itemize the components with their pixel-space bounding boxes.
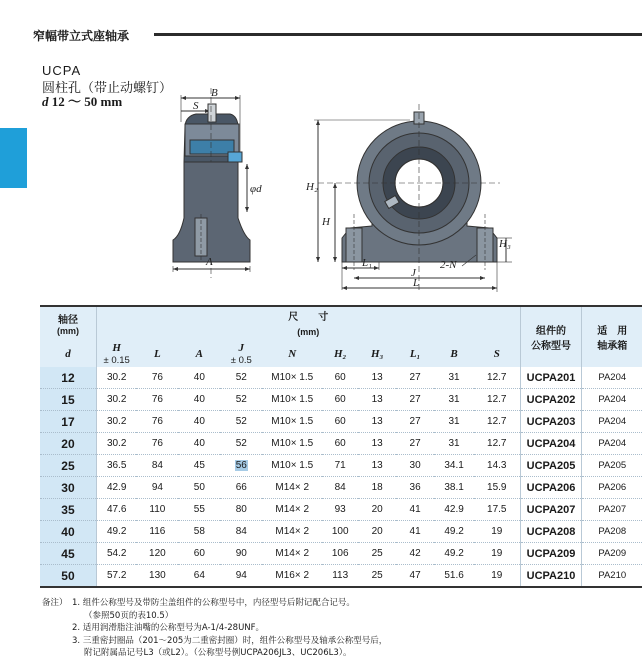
unit-number: UCPA201 (520, 367, 582, 389)
cell-S: 12.7 (474, 367, 520, 389)
cell-J (220, 455, 262, 477)
note-line (42, 647, 387, 660)
cell-A: 40 (178, 433, 220, 455)
cell-H2: 100 (322, 521, 358, 543)
table-row (40, 543, 642, 565)
shaft-diameter: 40 (40, 521, 96, 543)
dims-unit: (mm) (96, 323, 520, 341)
table-row (40, 477, 642, 499)
note-3: 3. 三重密封圈品（201～205为二重密封圈）时，组件公称型号及轴承公称型号后， (72, 635, 388, 646)
cell-H2: 60 (322, 367, 358, 389)
unit-no-header (520, 306, 582, 367)
cell-J: 80 (220, 499, 262, 521)
cell-H3: 18 (358, 477, 396, 499)
notes (42, 597, 387, 660)
unit-number: UCPA210 (520, 565, 582, 588)
cell-B: 49.2 (434, 521, 474, 543)
cell-S: 19 (474, 521, 520, 543)
shaft-header-label: 轴径 (57, 315, 78, 326)
cell-J: 52 (220, 411, 262, 433)
model-code: UCPA (42, 63, 82, 78)
housing-number: PA204 (582, 389, 642, 411)
shaft-diameter: 20 (40, 433, 96, 455)
col-H3: H₃ (370, 348, 384, 360)
cell-H2: 84 (322, 477, 358, 499)
spec-table (40, 305, 642, 588)
cell-H: 47.6 (96, 499, 136, 521)
cell-N: M14× 2 (262, 477, 322, 499)
cell-H3: 20 (358, 521, 396, 543)
cell-H3: 20 (358, 499, 396, 521)
col-N: N (288, 348, 297, 360)
cell-H3: 13 (358, 389, 396, 411)
cell-B: 38.1 (434, 477, 474, 499)
col-L1: L₁ (409, 348, 421, 360)
label-J: J (411, 267, 416, 279)
cell-L1: 30 (396, 455, 434, 477)
cell-L: 76 (136, 411, 178, 433)
table-row (40, 367, 642, 389)
cell-L1: 27 (396, 367, 434, 389)
cell-H2: 106 (322, 543, 358, 565)
cell-H: 30.2 (96, 411, 136, 433)
size-prefix: d (42, 94, 49, 109)
cell-H: 30.2 (96, 433, 136, 455)
unit-number: UCPA207 (520, 499, 582, 521)
cell-S: 12.7 (474, 389, 520, 411)
note-2: 2. 适用润滑脂注油嘴的公称型号为A-1/4-28UNF。 (72, 623, 265, 633)
cell-L: 94 (136, 477, 178, 499)
cell-N: M14× 2 (262, 499, 322, 521)
label-H: H (322, 216, 330, 228)
cell-A: 55 (178, 499, 220, 521)
housing-number: PA204 (582, 433, 642, 455)
tol-H: ± 0.15 (103, 355, 130, 366)
shaft-diameter: 17 (40, 411, 96, 433)
cell-S: 14.3 (474, 455, 520, 477)
cell-J: 52 (220, 389, 262, 411)
cell-H3: 13 (358, 433, 396, 455)
cell-L: 120 (136, 543, 178, 565)
unit-number: UCPA209 (520, 543, 582, 565)
cell-N: M14× 2 (262, 543, 322, 565)
label-H2: H₂ (306, 181, 318, 193)
cell-S: 19 (474, 565, 520, 588)
cell-B: 51.6 (434, 565, 474, 588)
col-H2: H₂ (333, 348, 347, 360)
col-J (220, 341, 262, 367)
label-B: B (211, 87, 218, 99)
unit-number: UCPA205 (520, 455, 582, 477)
cell-H2: 60 (322, 433, 358, 455)
table-row (40, 565, 642, 588)
cell-L: 110 (136, 499, 178, 521)
table-row (40, 455, 642, 477)
cell-L: 76 (136, 367, 178, 389)
dims-header (96, 306, 520, 323)
cell-H3: 25 (358, 543, 396, 565)
housing-number: PA208 (582, 521, 642, 543)
cell-H: 54.2 (96, 543, 136, 565)
cell-H: 36.5 (96, 455, 136, 477)
cell-L: 130 (136, 565, 178, 588)
col-H (96, 341, 136, 367)
cell-H: 57.2 (96, 565, 136, 588)
selected-value: 56 (235, 460, 247, 471)
col-S: S (493, 348, 500, 360)
shaft-header-unit: (mm) (56, 326, 79, 336)
shaft-diameter: 25 (40, 455, 96, 477)
cell-L1: 27 (396, 389, 434, 411)
label-L1: L₁ (362, 257, 372, 269)
label-S: S (193, 100, 199, 112)
cell-L: 116 (136, 521, 178, 543)
tol-J: ± 0.5 (230, 355, 252, 366)
cell-L1: 47 (396, 565, 434, 588)
table-row (40, 389, 642, 411)
housing-header-line1: 适 用 (597, 326, 628, 337)
size-range-value: 12 ～ 50 mm (51, 94, 123, 109)
cell-A: 64 (178, 565, 220, 588)
cell-A: 50 (178, 477, 220, 499)
col-A: A (195, 348, 203, 360)
cell-A: 40 (178, 389, 220, 411)
table-body (40, 367, 642, 587)
shaft-symbol: d (65, 348, 71, 360)
cell-A: 58 (178, 521, 220, 543)
cell-A: 60 (178, 543, 220, 565)
cell-J: 52 (220, 367, 262, 389)
cell-S: 12.7 (474, 411, 520, 433)
shaft-header (40, 306, 96, 341)
col-J-label: J (238, 342, 245, 354)
cell-L1: 27 (396, 411, 434, 433)
cell-B: 31 (434, 389, 474, 411)
cell-L1: 41 (396, 521, 434, 543)
col-H-label: H (112, 342, 121, 354)
unit-no-header-line1: 组件的 (535, 326, 566, 337)
label-H3: H₃ (499, 238, 511, 250)
note-line (42, 597, 387, 610)
cell-J: 66 (220, 477, 262, 499)
cell-H2: 60 (322, 389, 358, 411)
cell-B: 34.1 (434, 455, 474, 477)
cell-B: 31 (434, 411, 474, 433)
note-line (42, 622, 387, 635)
housing-number: PA205 (582, 455, 642, 477)
label-2N: 2-N (440, 259, 457, 271)
unit-number: UCPA206 (520, 477, 582, 499)
cell-B: 42.9 (434, 499, 474, 521)
table-row (40, 499, 642, 521)
unit-number: UCPA204 (520, 433, 582, 455)
shaft-diameter: 30 (40, 477, 96, 499)
cell-N: M10× 1.5 (262, 367, 322, 389)
side-view (173, 88, 250, 278)
unit-number: UCPA203 (520, 411, 582, 433)
housing-number: PA204 (582, 411, 642, 433)
unit-no-header-line2: 公称型号 (530, 341, 571, 352)
label-A: A (206, 256, 213, 268)
cell-J: 52 (220, 433, 262, 455)
label-L: L (413, 277, 420, 289)
cell-N: M10× 1.5 (262, 411, 322, 433)
note-line (42, 635, 387, 648)
housing-header (582, 306, 642, 367)
cell-H: 30.2 (96, 389, 136, 411)
cell-N: M14× 2 (262, 521, 322, 543)
technical-drawing (0, 0, 642, 300)
cell-H3: 13 (358, 367, 396, 389)
cell-S: 15.9 (474, 477, 520, 499)
shaft-diameter: 45 (40, 543, 96, 565)
cell-H2: 60 (322, 411, 358, 433)
cell-H3: 13 (358, 411, 396, 433)
cell-N: M10× 1.5 (262, 389, 322, 411)
cell-L1: 27 (396, 433, 434, 455)
col-B: B (450, 348, 458, 360)
cell-J: 84 (220, 521, 262, 543)
unit-number: UCPA208 (520, 521, 582, 543)
note-3-cont: 附记附属品记号L3（或L2）。（公称型号例UCPA206JL3、UC206L3）。 (84, 648, 352, 658)
table-row (40, 411, 642, 433)
col-L: L (154, 348, 161, 360)
shaft-diameter: 50 (40, 565, 96, 588)
cell-J: 94 (220, 565, 262, 588)
shaft-diameter: 35 (40, 499, 96, 521)
cell-H2: 71 (322, 455, 358, 477)
cell-N: M10× 1.5 (262, 433, 322, 455)
cell-B: 31 (434, 367, 474, 389)
cell-B: 49.2 (434, 543, 474, 565)
table-row (40, 521, 642, 543)
cell-L1: 41 (396, 499, 434, 521)
cell-L1: 36 (396, 477, 434, 499)
front-view (314, 104, 512, 292)
unit-number: UCPA202 (520, 389, 582, 411)
note-line (42, 610, 387, 623)
cell-L: 76 (136, 389, 178, 411)
cell-L: 76 (136, 433, 178, 455)
cell-S: 12.7 (474, 433, 520, 455)
housing-number: PA204 (582, 367, 642, 389)
cell-H3: 13 (358, 455, 396, 477)
cell-N: M10× 1.5 (262, 455, 322, 477)
cell-H: 49.2 (96, 521, 136, 543)
cell-N: M16× 2 (262, 565, 322, 588)
housing-number: PA209 (582, 543, 642, 565)
dims-header-label: 尺 寸 (288, 311, 329, 323)
shaft-diameter: 12 (40, 367, 96, 389)
cell-H2: 93 (322, 499, 358, 521)
cell-H: 42.9 (96, 477, 136, 499)
cell-L1: 42 (396, 543, 434, 565)
cell-H3: 25 (358, 565, 396, 588)
cell-H2: 113 (322, 565, 358, 588)
housing-number: PA210 (582, 565, 642, 588)
table-row (40, 433, 642, 455)
cell-L: 84 (136, 455, 178, 477)
housing-number: PA206 (582, 477, 642, 499)
cell-S: 17.5 (474, 499, 520, 521)
cell-S: 19 (474, 543, 520, 565)
cell-A: 45 (178, 455, 220, 477)
note-1: 1. 组件公称型号及带防尘盖组件的公称型号中，内径型号后附记配合记号。 (72, 598, 355, 608)
cell-A: 40 (178, 367, 220, 389)
label-phi-d: φd (250, 183, 262, 195)
cell-H: 30.2 (96, 367, 136, 389)
shaft-diameter: 15 (40, 389, 96, 411)
note-1-ref: （参照50页的表10.5） (84, 610, 174, 621)
section-title: 窄幅带立式座轴承 (33, 29, 130, 43)
housing-header-line2: 轴承箱 (597, 341, 628, 352)
housing-number: PA207 (582, 499, 642, 521)
cell-B: 31 (434, 433, 474, 455)
cell-J: 90 (220, 543, 262, 565)
notes-label: 备注） (42, 598, 68, 608)
cell-A: 40 (178, 411, 220, 433)
bore-type: 圆柱孔（带止动螺钉） (42, 81, 173, 96)
